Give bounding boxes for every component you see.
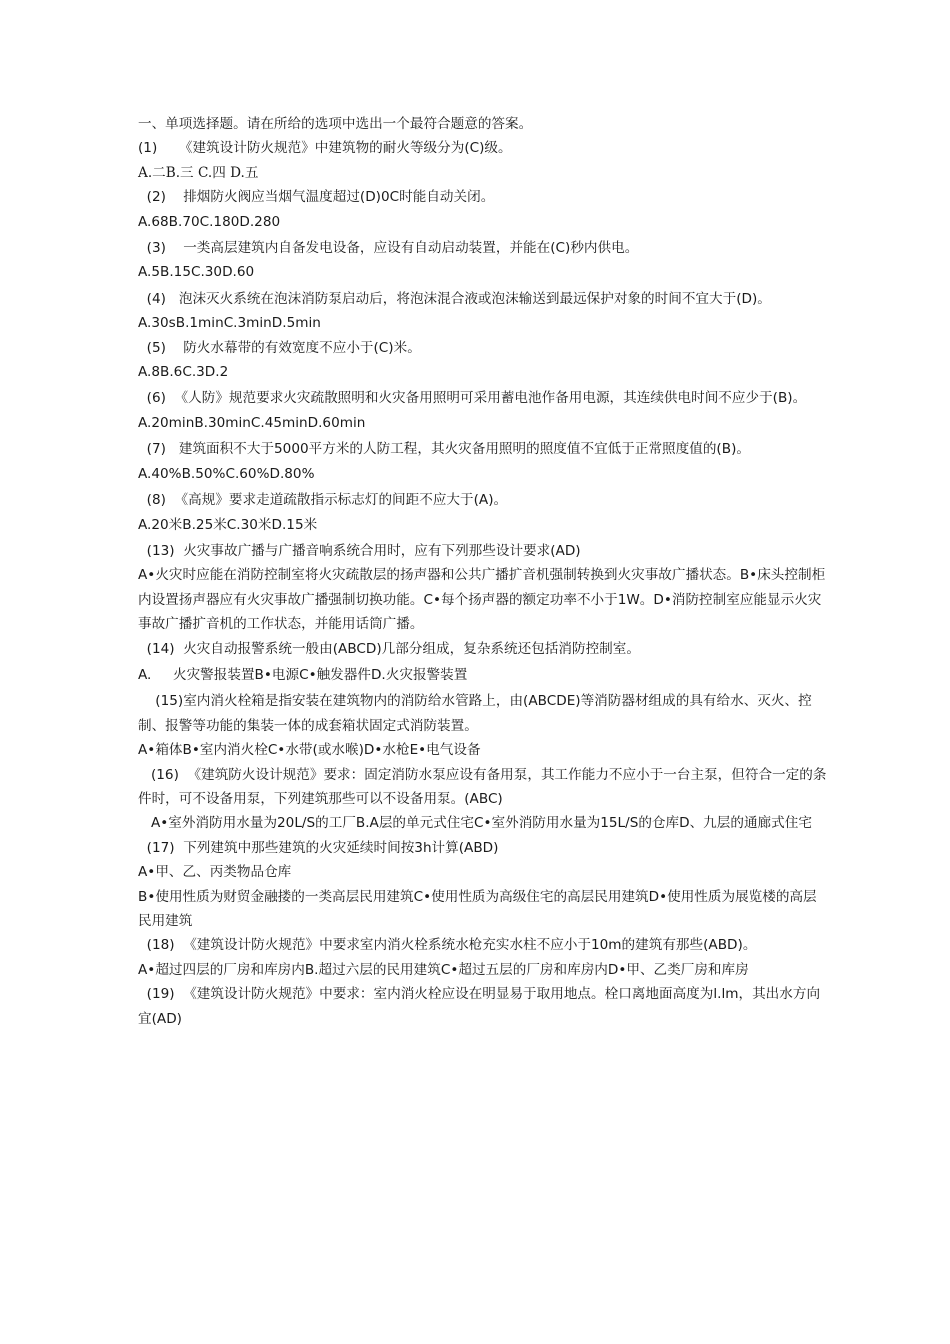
options-16: A•室外消防用水量为20L/S的工厂B.A层的单元式住宅C•室外消防用水量为15L/S的仓库D、九层的通廊式住宅 — [138, 815, 812, 832]
options-15: A•箱体B•室内消火栓C•水带(或水喉)D•水枪E•电气设备 — [138, 742, 481, 759]
options-7: A.40%B.50%C.60%D.80% — [138, 465, 315, 482]
question-2: (2) 排烟防火阀应当烟气温度超过(D)0C时能自动关闭。 — [138, 189, 495, 206]
question-17: (17) 下列建筑中那些建筑的火灾延续时间按3h计算(ABD) — [138, 839, 499, 856]
document-body — [138, 112, 828, 1031]
options-6: A.20minB.30minC.45minD.60min — [138, 414, 366, 431]
question-13: (13) 火灾事故广播与广播音响系统合用时，应有下列那些设计要求(AD) — [138, 542, 581, 559]
options-13: A•火灾时应能在消防控制室将火灾疏散层的扬声器和公共广播扩音机强制转换到火灾事故广播状态。B•床头控制柜内设置扬声器应有火灾事故广播强制切换功能。C•每个扬声器的额定功率不小于1W。D•消防控制室应能显示火灾事故广播扩音机的工作状态，并能用话筒广播。 — [138, 567, 826, 633]
options-1: A.二B.三 C.四 D.五 — [138, 164, 259, 181]
options-17b: B•使用性质为财贸金融搂的一类高层民用建筑C•使用性质为高级住宅的高层民用建筑D•使用性质为展览楼的高层民用建筑 — [138, 888, 817, 929]
question-5: (5) 防火水幕带的有效宽度不应小于(C)米。 — [138, 339, 421, 356]
options-8: A.20米B.25米C.30米D.15米 — [138, 516, 318, 533]
question-8: (8) 《高规》要求走道疏散指示标志灯的间距不应大于(A)。 — [138, 492, 508, 509]
question-7: (7) 建筑面积不大于5000平方米的人防工程，其火灾备用照明的照度值不宜低于正常照度值的(B)。 — [138, 441, 750, 458]
question-1: (1) 《建筑设计防火规范》中建筑物的耐火等级分为(C)级。 — [138, 140, 512, 157]
question-6: (6) 《人防》规范要求火灾疏散照明和火灾备用照明可采用蓄电池作备用电源，其连续供电时间不应少于(B)。 — [138, 390, 807, 407]
options-2: A.68B.70C.180D.280 — [138, 213, 281, 230]
question-18: (18) 《建筑设计防火规范》中要求室内消火栓系统水枪充实水柱不应小于10m的建筑有那些(ABD)。 — [138, 937, 757, 954]
options-14: A. 火灾警报装置B•电源C•触发器件D.火灾报警装置 — [138, 666, 468, 683]
question-3: (3) 一类高层建筑内自备发电设备，应设有自动启动装置，并能在(C)秒内供电。 — [138, 240, 639, 257]
options-5: A.8B.6C.3D.2 — [138, 364, 229, 381]
question-14: (14) 火灾自动报警系统一般由(ABCD)几部分组成，复杂系统还包括消防控制室。 — [138, 640, 640, 657]
question-16: (16) 《建筑防火设计规范》要求：固定消防水泵应设有备用泵，其工作能力不应小于一台主泵，但符合一定的条件时，可不设备用泵，下列建筑那些可以不设备用泵。(ABC) — [138, 766, 827, 807]
options-4: A.30sB.1minC.3minD.5min — [138, 315, 321, 332]
options-18: A•超过四层的厂房和库房内B.超过六层的民用建筑C•超过五层的厂房和库房内D•甲、乙类厂房和库房 — [138, 961, 749, 978]
question-19: (19) 《建筑设计防火规范》中要求：室内消火栓应设在明显易于取用地点。栓口离地面高度为l.lm，其出水方向宜(AD) — [138, 986, 821, 1027]
section-heading: 一、单项选择题。请在所给的选项中选出一个最符合题意的答案。 — [138, 116, 533, 132]
question-15: (15)室内消火栓箱是指安装在建筑物内的消防给水管路上，由(ABCDE)等消防器材组成的具有给水、灭火、控制、报警等功能的集装一体的成套箱状固定式消防装置。 — [138, 693, 812, 734]
question-4: (4) 泡沫灭火系统在泡沫消防泵启动后，将泡沫混合液或泡沫输送到最远保护对象的时间不宜大于(D)。 — [138, 290, 771, 307]
options-3: A.5B.15C.30D.60 — [138, 264, 255, 281]
options-17a: A•甲、乙、丙类物品仓库 — [138, 864, 292, 881]
